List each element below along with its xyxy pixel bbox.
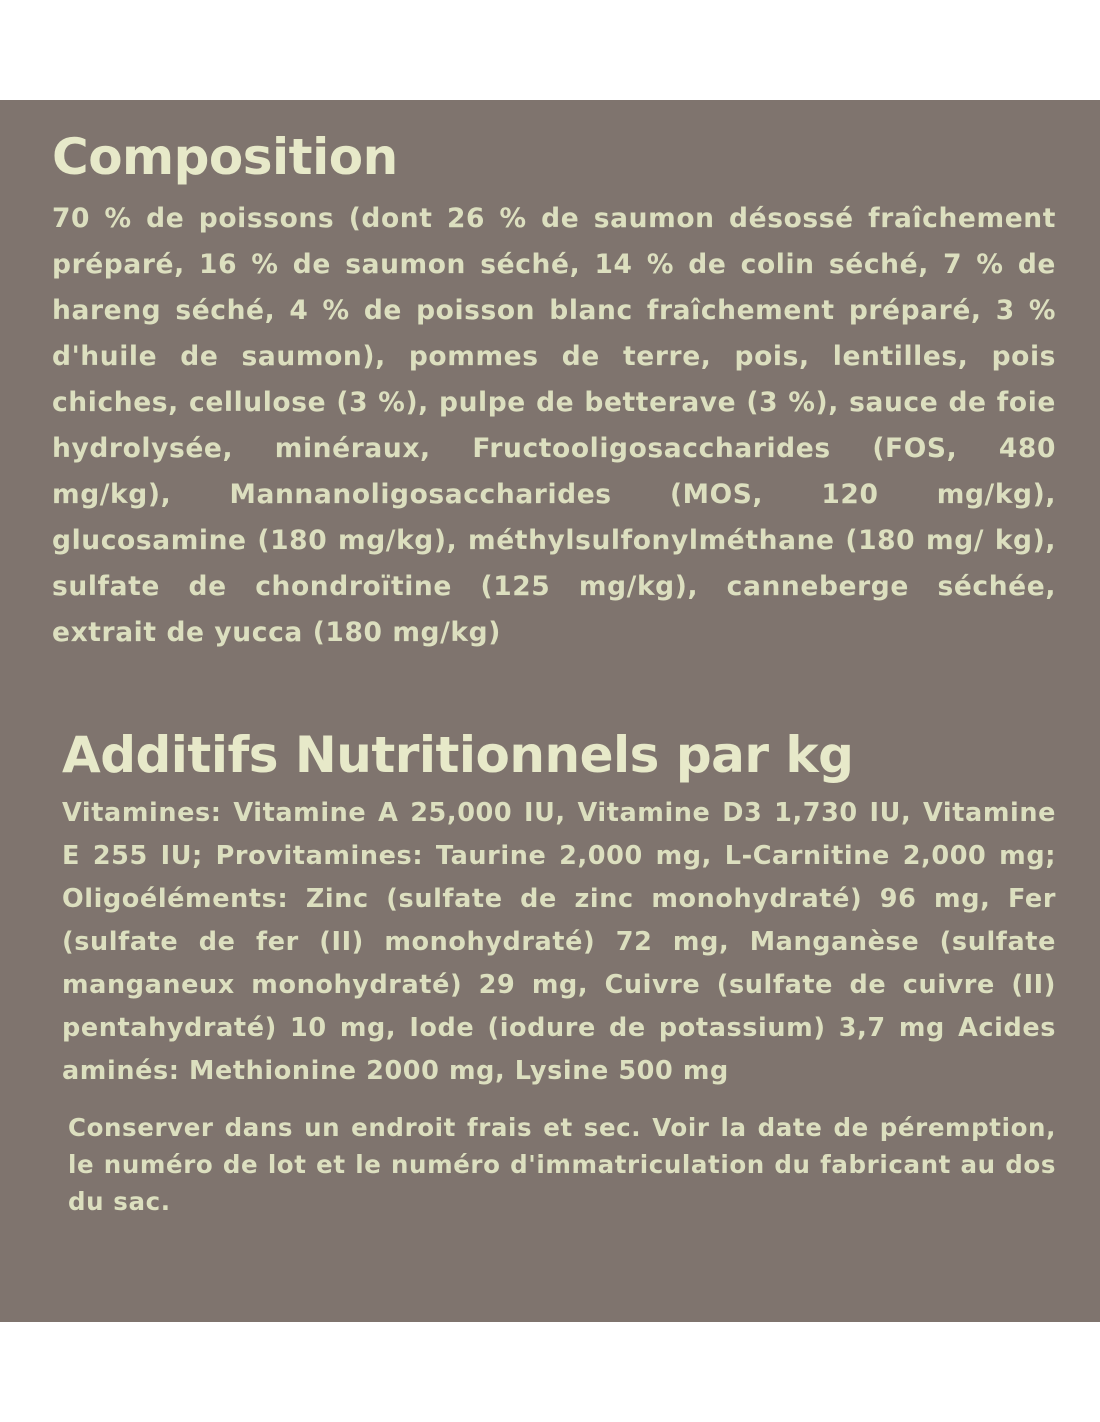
ingredient-label-panel [0,100,1100,1322]
nutritional-additives-text [62,792,1056,1093]
composition-text: 70 % de poissons (dont 26 % de saumon désossé fraîchement préparé, 16 % de saumon séché, 14 % de colin séché, 7 % de hareng séché, 4 % de poisson blanc fraîchement préparé, 3 % d'huile de saumon), pommes de terre, pois, lentilles, pois chiches, cellulose (3 %), pulpe de betterave (3 %), sauce de foie hydrolysée, minéraux, Fructooligosaccharides (FOS, 480 mg/kg), Mannanoligosaccharides (MOS, 120 mg/kg), glucosamine (180 mg/kg), méthylsulfonylméthane (180 mg/ kg), sulfate de chondroïtine (125 mg/kg), canneberge séchée, extrait de yucca (180 mg/kg) [52,203,1056,648]
composition-heading: Composition [52,128,398,186]
amino-acids-text: Acides aminés: Methionine 2000 mg, Lysine 500 mg [62,1013,1056,1086]
vitamins-and-trace-elements-text: Vitamines: Vitamine A 25,000 IU, Vitamine D3 1,730 IU, Vitamine E 255 IU; Provitamines: Taurine 2,000 mg, L-Carnitine 2,000 mg; Oligoéléments: Zinc (sulfate de zinc monohydraté) 96 mg, Fer (sulfate de fer (II) monohydraté) 72 mg, Manganèse (sulfate manganeux monohydraté) 29 mg, Cuivre (sulfate de cuivre (II) pentahydraté) 10 mg, Iode (iodure de potassium) 3,7 mg [62,798,1056,1043]
storage-instructions-text: Conserver dans un endroit frais et sec. Voir la date de péremption, le numéro de lot et le numéro d'immatriculation du fabricant au dos du sac. [68,1113,1056,1216]
nutritional-additives-heading: Additifs Nutritionnels par kg [62,726,854,784]
